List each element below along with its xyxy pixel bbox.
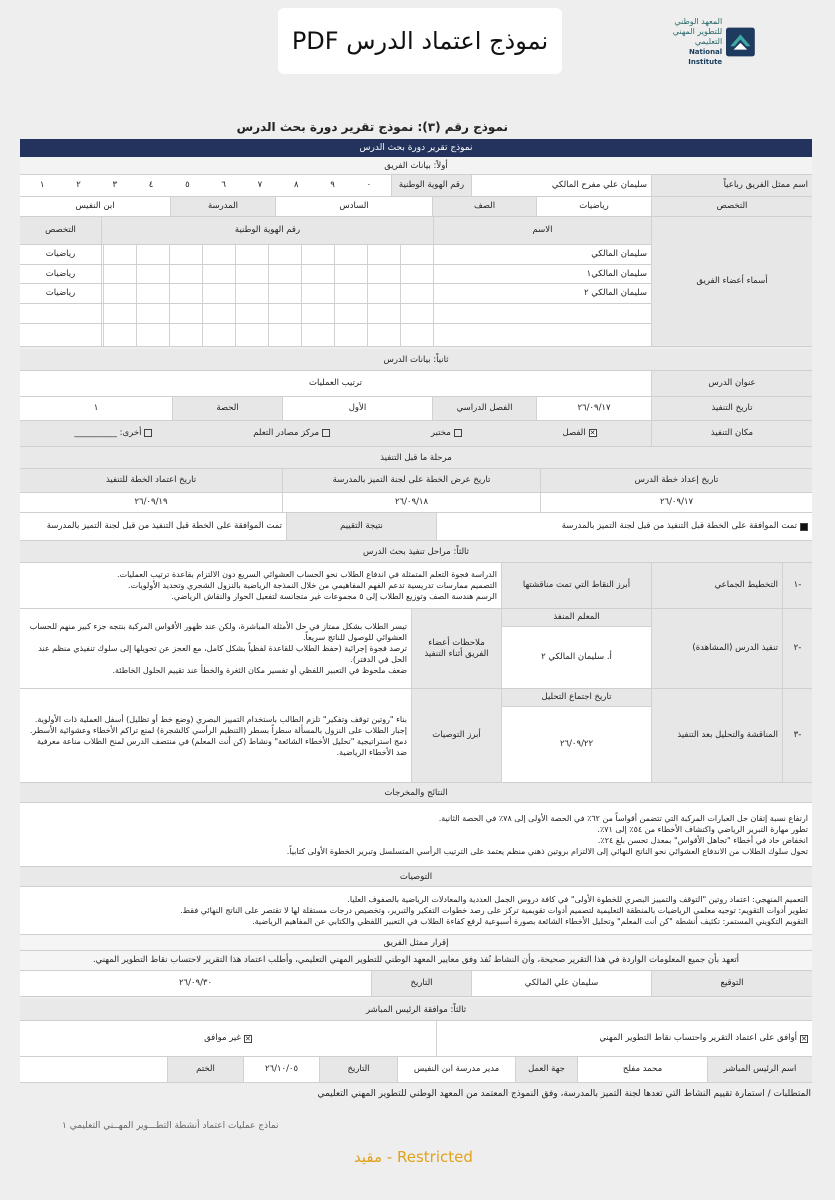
section4-title: ثالثاً: موافقة الرئيس المباشر bbox=[20, 999, 812, 1021]
stage1-row bbox=[20, 563, 812, 609]
checked-box-icon: ✕ bbox=[801, 1034, 807, 1043]
logo bbox=[655, 17, 755, 66]
table-row bbox=[20, 284, 651, 304]
id-digit: ٠ bbox=[366, 180, 372, 190]
job-label: جهة العمل bbox=[515, 1057, 577, 1082]
analysis-date-value: ٢٦/٠٩/٢٢ bbox=[559, 739, 594, 749]
place-lab-label: مختبر bbox=[430, 428, 451, 438]
member-name: سليمان المالكي ٢ bbox=[433, 284, 651, 303]
date-label: تاريخ التنفيذ bbox=[651, 397, 812, 420]
table-row bbox=[20, 304, 651, 324]
term-value: الأول bbox=[282, 397, 432, 420]
stage3-label: المناقشة والتحليل بعد التنفيذ bbox=[651, 689, 782, 782]
stage3-mid: أبرز التوصيات bbox=[411, 689, 501, 782]
pre-stage-title: مرحلة ما قبل التنفيذ bbox=[20, 447, 812, 469]
checked-box-icon: ✕ bbox=[589, 428, 596, 437]
job-value: مدير مدرسة ابن النفيس bbox=[397, 1057, 515, 1082]
sign-value: سليمان علي المالكي bbox=[471, 971, 651, 996]
boss-value: محمد مفلح bbox=[577, 1057, 707, 1082]
stage1-number: -١ bbox=[782, 563, 812, 608]
member-name: سليمان المالكي bbox=[433, 245, 651, 264]
present-label: تاريخ عرض الخطة على لجنة التميز بالمدرسة bbox=[282, 469, 540, 492]
footer-page-label: نماذج عمليات اعتماد أنشطة التطـــوير المهــني التعليمي ١ bbox=[62, 1121, 279, 1131]
list-item: دمج استراتيجية "تحليل الأخطاء الشائعة" ونشاط (كن أنت المعلم) في منتصف الدرس لمنح الطلاب مناعة معرفية ضد الأخطاء الرياضية. bbox=[36, 736, 407, 757]
stage3-date-box bbox=[501, 689, 651, 782]
stage2-number: -٢ bbox=[782, 609, 812, 688]
grade-label: الصف bbox=[432, 197, 536, 216]
teacher-label: المعلم المنفذ bbox=[502, 609, 651, 627]
sign-label: التوقيع bbox=[651, 971, 812, 996]
list-item: انخفاض حاد في أخطاء "تجاهل الأقواس" بمعدل تحسن بلغ ٢٤٪. bbox=[597, 835, 808, 845]
declaration-text: أتعهد بأن جميع المعلومات الواردة في هذا التقرير صحيحة، وأن النشاط نُفذ وفق معايير المعهد الوطني للتطوير المهني التعليمي، وأطلب اعتماد هذا التقرير لاحتساب نقاط التطوير المهني. bbox=[92, 955, 740, 965]
list-item: التقويم التكويني المستمر: تكثيف أنشطة "كن أنت المعلم" وتحليل الأخطاء الشائعة بصورة أسبوعية لرفع كفاءة الطلاب في التعبير اللفظي والكتابي عن المفاهيم الرياضية. bbox=[252, 917, 808, 926]
col-spec: التخصص bbox=[20, 217, 101, 244]
place-other-label: أخرى: __________ bbox=[74, 428, 142, 438]
report-form bbox=[20, 139, 812, 1083]
table-row bbox=[20, 324, 651, 346]
member-id bbox=[101, 304, 433, 323]
approve-option-label: أوافق على اعتماد التقرير واحتساب نقاط التطوير المهني bbox=[599, 1033, 797, 1043]
stage3-row bbox=[20, 689, 812, 783]
boss-label: اسم الرئيس المباشر bbox=[707, 1057, 812, 1082]
logo-en-line: National Institute bbox=[688, 48, 723, 66]
stage1-mid: أبرز النقاط التي تمت مناقشتها bbox=[501, 563, 651, 608]
stage2-points bbox=[20, 609, 411, 688]
member-name bbox=[433, 324, 651, 346]
form-title-band: نموذج تقرير دورة بحث الدرس bbox=[20, 139, 812, 157]
section1-title: أولاً: بيانات الفريق bbox=[20, 157, 812, 175]
rep-row bbox=[20, 175, 812, 197]
results-row bbox=[20, 803, 812, 867]
period-label: الحصة bbox=[172, 397, 282, 420]
boss-row bbox=[20, 1057, 812, 1083]
stage1-label: التخطيط الجماعي bbox=[651, 563, 782, 608]
institute-logo-icon bbox=[726, 25, 755, 59]
member-id bbox=[101, 245, 433, 264]
recommendations-title: التوصيات bbox=[20, 867, 812, 887]
reject-option-label: غير موافق bbox=[204, 1033, 241, 1043]
approve-option[interactable] bbox=[436, 1021, 812, 1056]
member-name bbox=[433, 304, 651, 323]
place-lrc-option[interactable] bbox=[253, 428, 330, 439]
member-name: سليمان المالكي١ bbox=[433, 265, 651, 284]
list-item: ضعف ملحوظ في التعبير اللفظي أو تفسير مكان الثغرة والخطأ عند تقييم الحلول الخاطئة. bbox=[112, 666, 407, 675]
place-class-label: الفصل bbox=[562, 428, 586, 438]
member-spec bbox=[20, 304, 101, 323]
table-row bbox=[20, 265, 651, 285]
spec-value: رياضيات bbox=[536, 197, 651, 216]
stage2-row bbox=[20, 609, 812, 689]
approved-option[interactable] bbox=[436, 513, 812, 540]
results-title: النتائج والمخرجات bbox=[20, 783, 812, 803]
lesson-label: عنوان الدرس bbox=[651, 371, 812, 396]
decl-date-label: التاريخ bbox=[371, 971, 471, 996]
rep-value: سليمان علي مفرح المالكي bbox=[471, 175, 651, 196]
document-title: نموذج اعتماد الدرس PDF bbox=[278, 8, 562, 74]
checked-box-icon: ✕ bbox=[245, 1034, 251, 1043]
col-name: الاسم bbox=[433, 217, 651, 244]
logo-text bbox=[655, 17, 722, 67]
place-other-option[interactable] bbox=[74, 428, 152, 439]
member-spec: رياضيات bbox=[45, 268, 76, 279]
period-value: ١ bbox=[93, 403, 99, 413]
classification-label: Restricted - مقيد bbox=[354, 1148, 473, 1166]
results-list bbox=[20, 803, 812, 866]
eval-label: نتيجة التقييم bbox=[286, 513, 436, 540]
id-digit: ١ bbox=[39, 180, 45, 190]
member-spec: رياضيات bbox=[45, 288, 76, 299]
stage3-points bbox=[20, 689, 411, 782]
members-label: أسماء أعضاء الفريق bbox=[651, 217, 812, 346]
teacher-value: أ. سليمان المالكي ٢ bbox=[541, 652, 612, 662]
approve-value: ٢٦/٠٩/١٩ bbox=[134, 497, 168, 507]
pre-header-row bbox=[20, 469, 812, 493]
members-table bbox=[20, 217, 651, 346]
checkbox-icon bbox=[454, 429, 462, 437]
boss-date-label: التاريخ bbox=[319, 1057, 397, 1082]
members-block bbox=[20, 217, 812, 347]
list-item: ترصد فجوة إجرائية (حفظ الطلاب للقاعدة لفظياً بشكل كامل، مع العجز عن تحويلها إلى سلوك تنفيذي منظم عند الحل في الدفتر). bbox=[38, 644, 407, 664]
list-item: تحول سلوك الطلاب من الاندفاع العشوائي نحو الناتج النهائي إلى الالتزام بروتين ذهني منظم يعتمد على الترتيب الرأسي المتسلسل وتبرير الخطوة الأولى كتابياً. bbox=[286, 846, 808, 856]
checkbox-icon bbox=[322, 429, 330, 437]
grade-value: السادس bbox=[275, 197, 432, 216]
present-value: ٢٦/٠٩/١٨ bbox=[282, 493, 540, 512]
approve-label: تاريخ اعتماد الخطة للتنفيذ bbox=[20, 469, 282, 492]
id-digit: ٩ bbox=[330, 180, 335, 190]
list-item: الرسم هندسة الصف وتوزيع الطلاب إلى ٥ مجموعات غير متجانسة لتفعيل الحوار والنقاش الرياضي. bbox=[171, 592, 497, 601]
footer-note: المتطلبات / استمارة تقييم النشاط التي تعدها لجنة التميز بالمدرسة، وفق النموذج المعتمد من المعهد الوطني للتطوير المهني التعليمي bbox=[317, 1089, 811, 1099]
list-item: ارتفاع نسبة إتقان حل العبارات المركبة التي تتضمن أقواساً من ٦٢٪ في الحصة الأولى إلى ٧٨٪ في الحصة الثانية. bbox=[438, 813, 808, 823]
stage2-label: تنفيذ الدرس (المشاهدة) bbox=[651, 609, 782, 688]
id-digit: ٣ bbox=[112, 180, 118, 190]
signature-row bbox=[20, 971, 812, 997]
rep-label: اسم ممثل الفريق رباعياً bbox=[651, 175, 812, 196]
place-options bbox=[20, 421, 651, 446]
list-item: الدراسة فجوة التعلم المتمثلة في اندفاع الطلاب نحو الحساب العشوائي السريع دون الالتزام بقاعدة ترتيب العمليات. bbox=[117, 570, 497, 579]
school-value: ابن النفيس bbox=[75, 201, 115, 211]
id-digit: ٤ bbox=[148, 180, 154, 190]
place-lrc-label: مركز مصادر التعلم bbox=[253, 428, 320, 438]
logo-ar-line1: المعهد الوطني bbox=[674, 17, 723, 26]
decl-date-value: ٢٦/٠٩/٣٠ bbox=[178, 978, 213, 988]
date-row bbox=[20, 397, 812, 421]
analysis-date-label: تاريخ اجتماع التحليل bbox=[502, 689, 651, 707]
stage1-points bbox=[20, 563, 501, 608]
id-label: رقم الهوية الوطنية bbox=[391, 175, 471, 196]
stage2-teacher-box bbox=[501, 609, 651, 688]
logo-ar-line2: للتطوير المهني التعليمي bbox=[672, 27, 723, 46]
declaration-text-row bbox=[20, 951, 812, 971]
id-digit: ٧ bbox=[257, 180, 263, 190]
list-item: بناء "روتين توقف وتفكير" تلزم الطالب باستخدام التمييز البصري (وضع خط أو تظليل) أسفل العملية ذات الأولوية. bbox=[34, 714, 407, 724]
spec-label: التخصص bbox=[651, 197, 812, 216]
id-digit: ٨ bbox=[293, 180, 299, 190]
place-row bbox=[20, 421, 812, 447]
place-lab-option[interactable] bbox=[431, 428, 462, 439]
term-label: الفصل الدراسي bbox=[432, 397, 536, 420]
col-id: رقم الهوية الوطنية bbox=[101, 217, 433, 244]
id-digit: ٦ bbox=[221, 180, 226, 190]
member-id bbox=[101, 284, 433, 303]
id-digit: ٢ bbox=[76, 180, 81, 190]
checkbox-icon bbox=[144, 429, 152, 437]
member-spec: رياضيات bbox=[45, 248, 76, 259]
school-label: المدرسة bbox=[170, 197, 275, 216]
id-digit: ٥ bbox=[185, 180, 190, 190]
list-item: التعميم المنهجي: اعتماد روتين "التوقف والتمييز البصري للخطوة الأولى" في كافة دروس الجمل العددية والمعادلات الرياضية بالصفوف العليا. bbox=[347, 895, 808, 904]
section2-title: ثانياً: بيانات الدرس bbox=[20, 349, 812, 371]
recommendations-list bbox=[20, 887, 812, 934]
member-id bbox=[101, 265, 433, 284]
list-item: تيسر الطلاب بشكل ممتاز في حل الأمثلة المباشرة، ولكن عند ظهور الأقواس المركبة بنتجه جزء كبير منهم للحساب العشوائي للوصول للناتج سريعاً. bbox=[29, 622, 407, 642]
eval-row bbox=[20, 513, 812, 541]
checked-box-icon bbox=[800, 523, 808, 531]
lesson-value: ترتيب العمليات bbox=[309, 378, 362, 388]
pre-value-row bbox=[20, 493, 812, 513]
place-class-option[interactable] bbox=[563, 428, 597, 439]
list-item: التصميم ممارسات تدريسية تدعم الفهم المفاهيمي من خلال النمذجة الرياضية بالنزول الشجري وتحديد الأولويات. bbox=[128, 581, 497, 590]
member-id bbox=[101, 324, 433, 346]
table-row bbox=[20, 245, 651, 265]
reject-option[interactable] bbox=[20, 1021, 436, 1056]
stage3-number: -٣ bbox=[782, 689, 812, 782]
lesson-row bbox=[20, 371, 812, 397]
prep-value: ٢٦/٠٩/١٧ bbox=[540, 493, 812, 512]
stage2-mid: ملاحظات أعضاء الفريق أثناء التنفيذ bbox=[411, 609, 501, 688]
recommendations-row bbox=[20, 887, 812, 935]
stamp-label: الختم bbox=[167, 1057, 243, 1082]
date-value: ٢٦/٠٩/١٧ bbox=[536, 397, 651, 420]
member-spec bbox=[20, 324, 101, 346]
prep-label: تاريخ إعداد خطة الدرس bbox=[540, 469, 812, 492]
list-item: تطور مهارة التبرير الرياضي واكتشاف الأخطاء من ٥٤٪ إلى ٧١٪. bbox=[597, 824, 808, 834]
section3-title: ثالثاً: مراحل تنفيذ بحث الدرس bbox=[20, 541, 812, 563]
declaration-title: إقرار ممثل الفريق bbox=[20, 935, 812, 951]
boss-date-value: ٢٦/١٠/٠٥ bbox=[243, 1057, 319, 1082]
eval-value: تمت الموافقة على الخطة قبل التنفيذ من قبل لجنة التميز بالمدرسة bbox=[46, 521, 282, 531]
stamp-area bbox=[20, 1057, 167, 1082]
approval-row bbox=[20, 1021, 812, 1057]
page-heading: نموذج رقم (٣): نموذج تقرير دورة بحث الدرس bbox=[236, 120, 508, 134]
place-label: مكان التنفيذ bbox=[651, 421, 812, 446]
members-header bbox=[20, 217, 651, 245]
list-item: تطوير أدوات التقويم: توجيه معلمي الرياضيات بالمنطقة التعليمية لتصميم أدوات تقويمية تركز على رصد خطوات التفكير والتبرير، وتخصيص درجات مستقلة لها لا تقتصر على الناتج النهائي فقط. bbox=[180, 906, 808, 915]
list-item: إجبار الطلاب على النزول بالمسألة سطراً بسطر (التنظيم الرأسي كالشجرة) لمنع تراكم الأخطاء وعشوائية الأسطر. bbox=[29, 725, 407, 735]
approved-check-label: تمت الموافقة على الخطة قبل التنفيذ من قبل لجنة التميز بالمدرسة bbox=[561, 521, 797, 531]
id-digits bbox=[20, 175, 391, 196]
spec-row bbox=[20, 197, 812, 217]
